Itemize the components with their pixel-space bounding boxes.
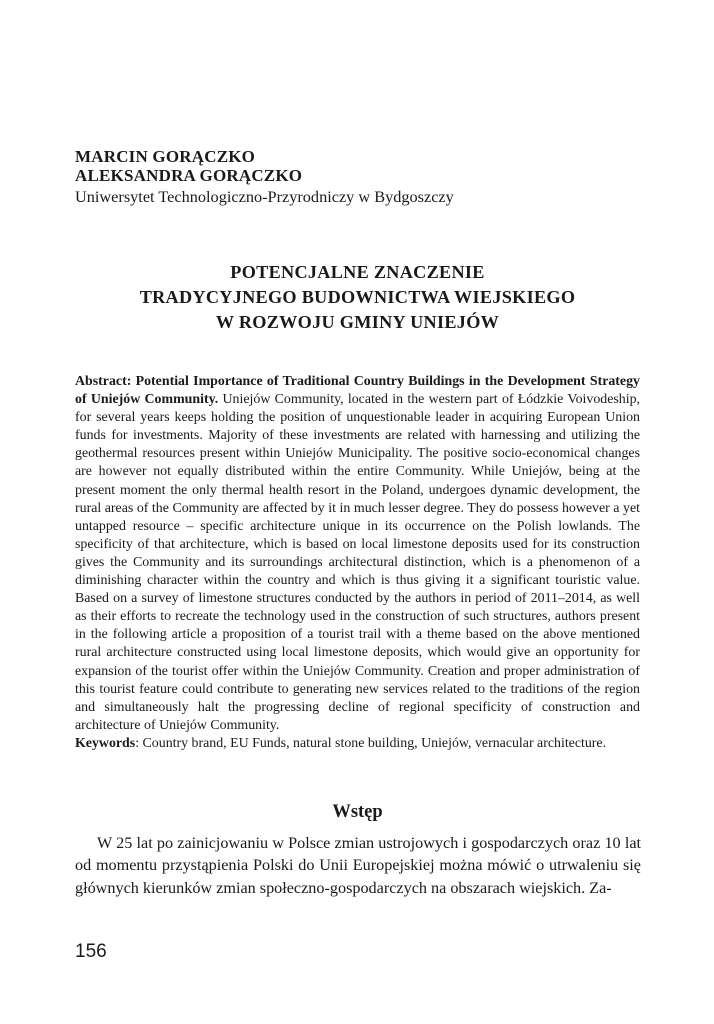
keywords-text: : Country brand, EU Funds, natural stone building, Uniejów, vernacular architecture. (135, 735, 607, 751)
affiliation: Uniwersytet Technologiczno-Przyrodniczy w Bydgoszczy (75, 187, 454, 206)
keywords-label: Keywords (75, 735, 136, 751)
author-name: ALEKSANDRA GORĄCZKO (75, 166, 303, 185)
page-number: 156 (75, 941, 107, 962)
abstract (75, 373, 640, 753)
title-line: POTENCJALNE ZNACZENIE (230, 262, 485, 282)
article-title (75, 260, 640, 335)
abstract-lead: Abstract: Potential Importance of Traditional Country Buildings in the Development Strategy of Uniejów Community. (75, 374, 640, 408)
title-line: W ROZWOJU GMINY UNIEJÓW (215, 312, 500, 332)
keywords (75, 735, 640, 753)
author-name: MARCIN GORĄCZKO (75, 147, 256, 166)
body-text (75, 832, 641, 899)
abstract-paragraph (75, 373, 640, 735)
body-paragraph: W 25 lat po zainicjowaniu w Polsce zmian ustrojowych i gospodarczych oraz 10 lat od momentu przystąpienia Polski do Unii Europejskiej można mówić o utrwaleniu się głównych kierunków zmian społeczno-gospodarczych na obszarach wiejskich. Za- (75, 834, 641, 897)
section-heading: Wstęp (332, 802, 383, 822)
author-block (75, 147, 640, 207)
abstract-text: Uniejów Community, located in the western part of Łódzkie Voivodeship, for several years keeps holding the position of unquestionable leader in acquiring European Union funds for investments. Majority of these investments are related with harnessing and utilizing the geothermal resources present within Uniejów Municipality. The positive socio-economical changes are however not equally distributed within the entire Community. While Uniejów, being at the present moment the only thermal health resort in the Poland, undergoes dynamic development, the rural areas of the Community are affected by it in much lesser degree. They do possess however a yet untapped resource – specific architecture unique in its occurrence on the Polish lowlands. The specificity of that architecture, which is based on local limestone deposits used for its construction gives the Community and its surroundings architectural distinction, which is a phenomenon of a diminishing character within the country and which is thus giving it a significant touristic value. Based on a survey of limestone structures conducted by the authors in period of 2011–2014, as well as their efforts to recreate the technology used in the construction of such structures, authors present in the following article a proposition of a tourist trail with a theme based on the above mentioned rural architecture constructed using local limestone deposits, which would give an opportunity for expansion of the tourist offer within the Uniejów Community. Creation and proper administration of this tourist feature could contribute to generating new services related to the traditions of the region and simultaneously halt the progressing decline of regional specificity of construction and architecture of Uniejów Community. (75, 392, 641, 733)
title-line: TRADYCYJNEGO BUDOWNICTWA WIEJSKIEGO (139, 287, 576, 307)
